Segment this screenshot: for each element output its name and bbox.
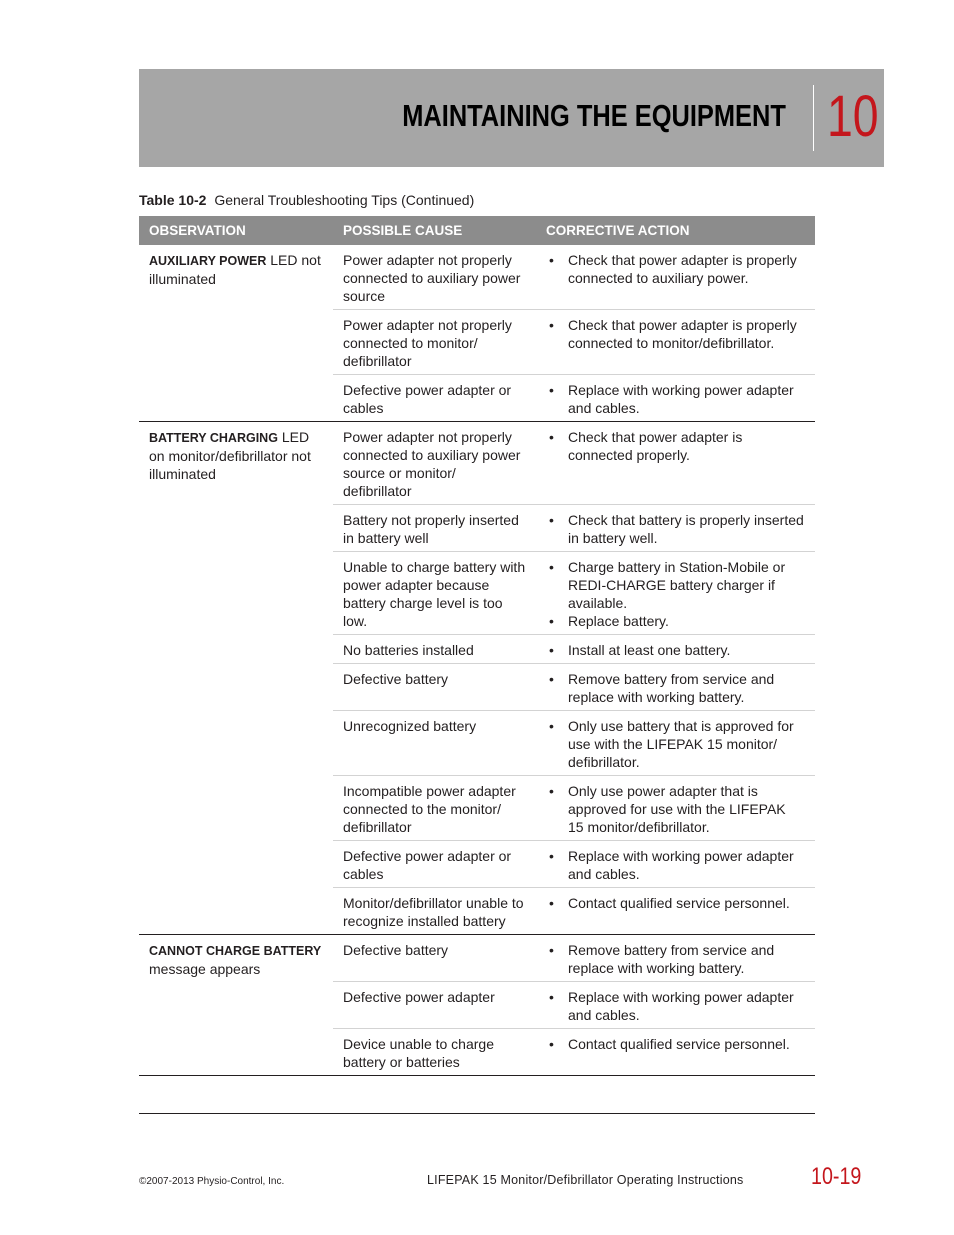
action-list-item: • Replace battery. bbox=[546, 612, 805, 630]
possible-cause-cell: Monitor/defibrillator unable to recognize installed battery bbox=[333, 888, 536, 935]
possible-cause-cell: Power adapter not properly connected to auxiliary power source bbox=[333, 245, 536, 310]
corrective-action-cell bbox=[536, 552, 815, 635]
action-list bbox=[546, 641, 805, 659]
action-list bbox=[546, 782, 805, 836]
possible-cause-cell: Power adapter not properly connected to monitor/ defibrillator bbox=[333, 310, 536, 375]
corrective-action-cell bbox=[536, 841, 815, 888]
table-caption bbox=[139, 192, 474, 208]
possible-cause-cell: Unrecognized battery bbox=[333, 711, 536, 776]
possible-cause-cell: Power adapter not properly connected to auxiliary power source or monitor/ defibrillator bbox=[333, 422, 536, 505]
possible-cause-cell: Defective power adapter bbox=[333, 982, 536, 1029]
observation-keyword: CANNOT CHARGE BATTERY bbox=[149, 944, 322, 958]
action-list-item: • Check that battery is properly inserted in battery well. bbox=[546, 511, 805, 547]
action-list-item: • Only use power adapter that is approved for use with the LIFEPAK 15 monitor/defibrillator. bbox=[546, 782, 805, 836]
copyright: ©2007-2013 Physio-Control, Inc. bbox=[139, 1176, 285, 1187]
possible-cause-cell: Battery not properly inserted in battery well bbox=[333, 505, 536, 552]
action-list bbox=[546, 717, 805, 771]
action-list bbox=[546, 670, 805, 706]
corrective-action-cell bbox=[536, 635, 815, 664]
table-row bbox=[139, 935, 815, 982]
table-header-row bbox=[139, 216, 815, 245]
chapter-header bbox=[139, 69, 884, 167]
possible-cause-cell: Defective power adapter or cables bbox=[333, 841, 536, 888]
action-list bbox=[546, 428, 805, 464]
action-list bbox=[546, 894, 805, 912]
observation-cell bbox=[139, 422, 333, 935]
possible-cause-cell: Incompatible power adapter connected to the monitor/ defibrillator bbox=[333, 776, 536, 841]
footer-title: LIFEPAK 15 Monitor/Defibrillator Operating Instructions bbox=[427, 1173, 744, 1187]
action-list bbox=[546, 1035, 805, 1053]
action-list bbox=[546, 511, 805, 547]
action-list-item: • Check that power adapter is properly connected to monitor/defibrillator. bbox=[546, 316, 805, 352]
action-list bbox=[546, 558, 805, 630]
corrective-action-cell bbox=[536, 664, 815, 711]
action-list-item: • Replace with working power adapter and cables. bbox=[546, 847, 805, 883]
troubleshooting-table bbox=[139, 216, 815, 1076]
corrective-action-cell bbox=[536, 1029, 815, 1076]
table-caption-text: General Troubleshooting Tips (Continued) bbox=[214, 192, 475, 208]
corrective-action-cell bbox=[536, 935, 815, 982]
observation-cell bbox=[139, 245, 333, 422]
action-list bbox=[546, 251, 805, 287]
possible-cause-cell: Defective battery bbox=[333, 664, 536, 711]
table-row bbox=[139, 245, 815, 310]
corrective-action-cell bbox=[536, 982, 815, 1029]
action-list-item: • Charge battery in Station-Mobile or REDI-CHARGE battery charger if available. bbox=[546, 558, 805, 612]
table-caption-label: Table 10-2 bbox=[139, 192, 207, 208]
corrective-action-cell bbox=[536, 505, 815, 552]
corrective-action-cell bbox=[536, 888, 815, 935]
possible-cause-cell: No batteries installed bbox=[333, 635, 536, 664]
possible-cause-cell: Defective battery bbox=[333, 935, 536, 982]
action-list-item: • Remove battery from service and replace with working battery. bbox=[546, 670, 805, 706]
action-list bbox=[546, 988, 805, 1024]
observation-text: LED not illuminated bbox=[149, 252, 321, 287]
action-list-item: • Install at least one battery. bbox=[546, 641, 805, 659]
observation-keyword: BATTERY CHARGING bbox=[149, 431, 278, 445]
possible-cause-cell: Defective power adapter or cables bbox=[333, 375, 536, 422]
action-list-item: • Replace with working power adapter and cables. bbox=[546, 988, 805, 1024]
action-list bbox=[546, 847, 805, 883]
chapter-divider bbox=[813, 85, 814, 151]
chapter-title: MAINTAINING THE EQUIPMENT bbox=[402, 98, 786, 133]
corrective-action-cell bbox=[536, 422, 815, 505]
action-list-item: • Check that power adapter is properly connected to auxiliary power. bbox=[546, 251, 805, 287]
action-list-item: • Replace with working power adapter and cables. bbox=[546, 381, 805, 417]
observation-keyword: AUXILIARY POWER bbox=[149, 254, 267, 268]
corrective-action-cell bbox=[536, 245, 815, 310]
action-list bbox=[546, 941, 805, 977]
observation-text: LED on monitor/defibrillator not illuminated bbox=[149, 429, 311, 482]
page-number: 10-19 bbox=[811, 1163, 862, 1190]
possible-cause-cell: Unable to charge battery with power adapter because battery charge level is too low. bbox=[333, 552, 536, 635]
corrective-action-cell bbox=[536, 375, 815, 422]
action-list-item: • Contact qualified service personnel. bbox=[546, 1035, 805, 1053]
chapter-number: 10 bbox=[827, 84, 879, 149]
observation-text: message appears bbox=[149, 961, 261, 977]
action-list-item: • Remove battery from service and replace with working battery. bbox=[546, 941, 805, 977]
action-list-item: • Only use battery that is approved for use with the LIFEPAK 15 monitor/ defibrillator. bbox=[546, 717, 805, 771]
column-header-observation: OBSERVATION bbox=[139, 216, 333, 245]
table-body bbox=[139, 245, 815, 1076]
bottom-rule bbox=[139, 1113, 815, 1114]
column-header-possible-cause: POSSIBLE CAUSE bbox=[333, 216, 536, 245]
corrective-action-cell bbox=[536, 310, 815, 375]
action-list bbox=[546, 316, 805, 352]
action-list bbox=[546, 381, 805, 417]
column-header-corrective-action: CORRECTIVE ACTION bbox=[536, 216, 815, 245]
observation-cell bbox=[139, 935, 333, 1076]
action-list-item: • Check that power adapter is connected properly. bbox=[546, 428, 805, 464]
possible-cause-cell: Device unable to charge battery or batteries bbox=[333, 1029, 536, 1076]
corrective-action-cell bbox=[536, 711, 815, 776]
action-list-item: • Contact qualified service personnel. bbox=[546, 894, 805, 912]
corrective-action-cell bbox=[536, 776, 815, 841]
table-row bbox=[139, 422, 815, 505]
